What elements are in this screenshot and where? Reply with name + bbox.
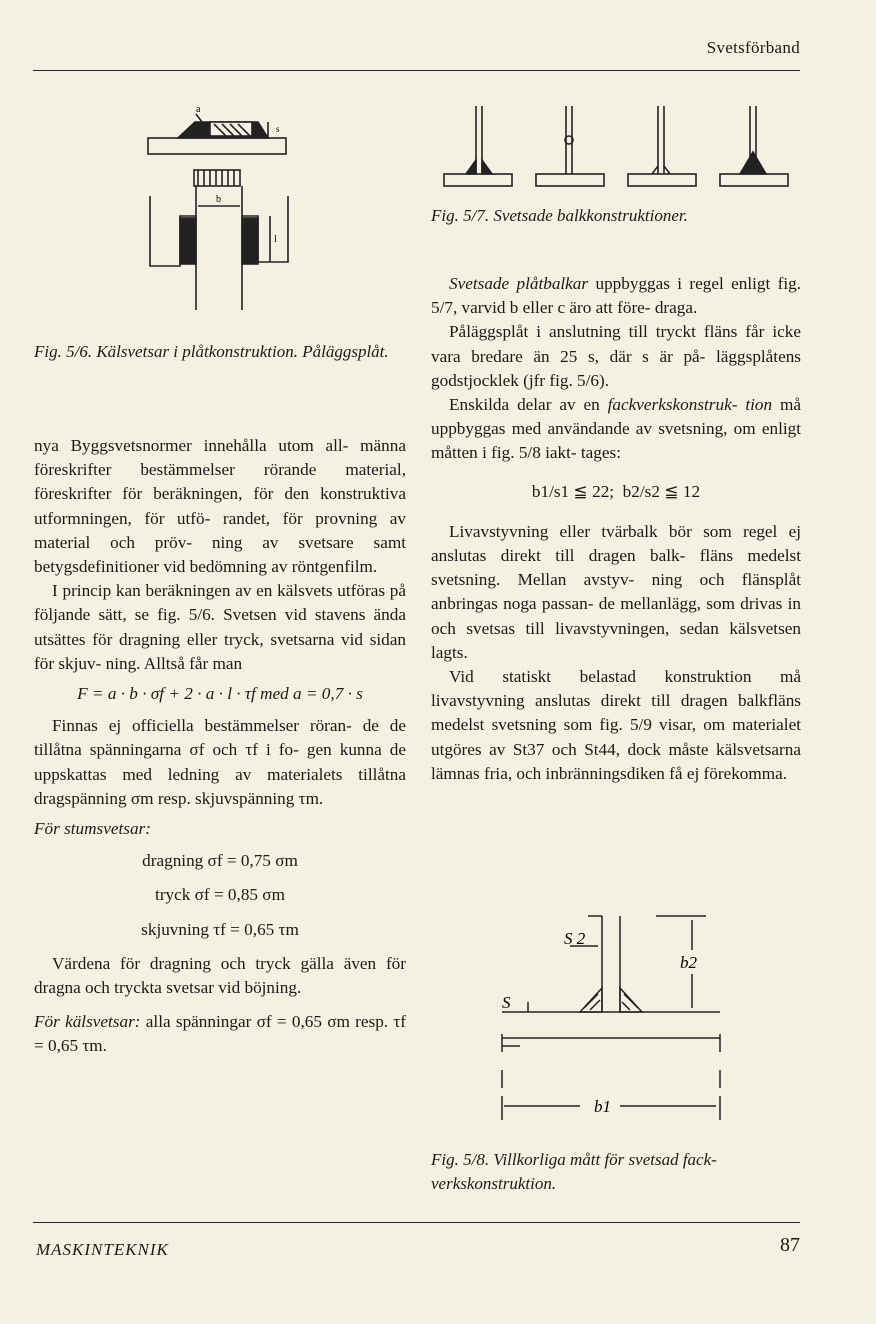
fig-5-8-label-s2: S 2 [564,929,586,948]
fig-5-7-caption: Fig. 5/7. Svetsade balkkonstruktioner. [431,206,688,225]
right-paragraph-1 [431,272,801,320]
right-paragraph-5: Vid statiskt belastad konstruktion må livavstyvning anslutas direkt till dragen balkfläns medelst svetsning som fig. 5/9 visar, om materialet utgöres av St37 och St44, dock måste kälsvetsarna lämnas fria, och inbränningsdiken få ej förekomma. [431,667,801,783]
fig-5-6-label-l: l [274,234,277,245]
fackverk-term: fackverkskonstruk- tion [607,395,773,415]
left-paragraph-4: Värdena för dragning och tryck gälla även för dragna och tryckta svetsar vid böjning. [34,953,406,998]
fig-5-7-drawing [440,104,800,188]
stress-dragning: dragning σf = 0,75 σm [142,851,298,871]
left-column [34,434,406,1059]
fig-5-8-drawing [490,910,730,1130]
right-paragraph-1-text: uppbyggas i regel enligt fig. 5/7, varvid b eller c äro att före- draga. [431,274,802,318]
fig-5-8-label-b1: b1 [594,1097,611,1116]
fig-5-6-label-a: a [196,104,201,115]
ratio-b2-s2: b2/s2 ≦ 12 [622,481,701,501]
fig-5-6-caption: Fig. 5/6. Kälsvetsar i plåtkonstruktion. Påläggsplåt. [34,342,389,361]
stress-tryck: tryck σf = 0,85 σm [155,885,285,905]
kalsvetsar-text: alla spänningar σf = 0,65 σm resp. τf = 0,65 τm. [34,1012,407,1056]
right-paragraph-3-b: må uppbyggas med användande av svetsning, om enligt måtten i fig. 5/8 iakt- tages: [431,395,802,463]
right-paragraph-3-a: Enskilda delar av en [449,395,600,415]
footer-rule [33,1222,800,1223]
kalsvetsar-paragraph [34,1010,406,1058]
fig-5-8-caption: Fig. 5/8. Villkorliga mått för svetsad fack- verkskonstruktion. [431,1150,717,1193]
right-paragraph-3 [431,393,801,466]
fig-5-8-label-s: S [502,993,511,1012]
header-rule [33,70,800,71]
ratio-conditions [431,480,801,504]
right-paragraph-2: Påläggsplåt i anslutning till tryckt fläns får icke vara bredare än 25 s, där s är på- läggsplåtens godstjocklek (jfr fig. 5/6). [431,322,801,390]
stress-skjuvning: skjuvning τf = 0,65 τm [141,919,299,939]
left-paragraph-2: I princip kan beräkningen av en kälsvets utföras på följande sätt, se fig. 5/6. Svetsen vid stavens ända utsättes för dragning eller tryck, svetsarna vid sidan för skjuv- ning. Alltså får man [34,581,406,673]
page-number: 87 [780,1234,800,1256]
weld-formula: F = a · b · σf + 2 · a · l · τf med a = 0,7 · s [77,684,363,704]
right-paragraph-4: Livavstyvning eller tvärbalk bör som regel ej anslutas direkt till dragen balk- fläns medelst svetsning. Mellan avstyv- ning och flänsplåt anbringas noga passan- de mellanlägg, som drivas in och svetsas till livavstyvningen, sedan kälsvetsen lagts. [431,521,801,662]
footer-book-title: MASKINTEKNIK [36,1240,169,1259]
stumsvetsar-heading: För stumsvetsar: [34,819,151,839]
fig-5-6-label-s: s [276,124,280,134]
left-paragraph-3: Finnas ej officiella bestämmelser röran- de de tillåtna spänningarna σf och τf i fo- gen kunna de uppskattas med ledning av materialets tillåtna dragspänning σm resp. skjuvspänning τm. [34,716,406,808]
left-paragraph-1: nya Byggsvetsnormer innehålla utom all- männa föreskrifter bestämmelser rörande material, föreskrifter för beräkningen, för den konstruktiva utformningen, för utfö- randet, för provning av material och pröv- ning av svetsare samt betygsdefinitioner vid bedömning av röntgenfilm. [34,436,406,577]
running-header: Svetsförband [706,38,800,57]
right-column [431,272,801,786]
fig-5-6-label-b: b [216,194,221,205]
fig-5-6-drawing [140,100,320,310]
plataelkar-term: Svetsade plåtbalkar [449,274,589,293]
fig-5-8-label-b2: b2 [680,953,697,972]
ratio-b1-s1: b1/s1 ≦ 22; [531,481,615,501]
kalsvetsar-heading: För kälsvetsar: [34,1012,141,1032]
